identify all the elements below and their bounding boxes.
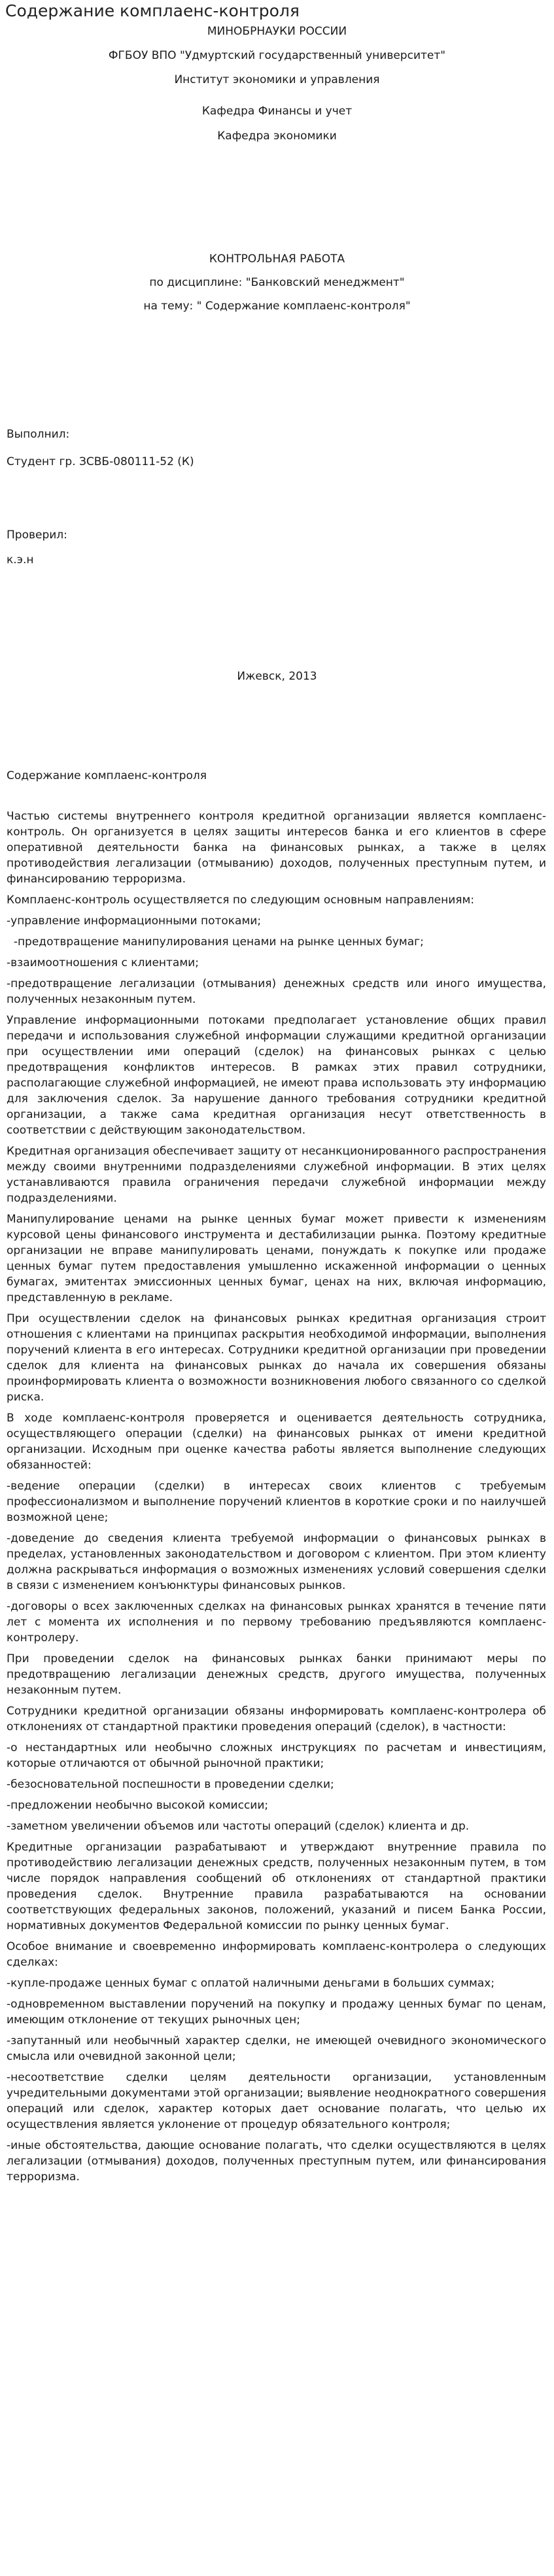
document-title: Содержание комплаенс-контроля [5,1,300,20]
ministry-line: МИНОБРНАУКИ РОССИИ [207,25,347,38]
paragraph: Управление информационными потоками предполагает установление общих правил передачи и использования служебной информации служащими кредитной организации при осуществлении ими операций (сделок) на финансовых рынках с целью предотвращения конфликтов интересов. В рамках этих правил сотрудники, располагающие служебной информацией, не имеют права использовать эту информацию для заключения сделок. За нарушение данного требования сотрудники кредитной организации, а также сама кредитная организация несут ответственность в соответствии с действующим законодательством. [7,1014,546,1137]
reviewer-label: Проверил: [7,529,67,542]
university-line: ФГБОУ ВПО "Удмуртский государственный университет" [108,49,446,62]
list-item: -договоры о всех заключенных сделках на финансовых рынках хранятся в течение пяти лет с момента их исполнения и по первому требованию предъявляются комплаенс-контролеру. [7,1600,546,1645]
paragraph: При проведении сделок на финансовых рынках банки принимают меры по предотвращению легализации денежных средств, другого имущества, полученных незаконным путем. [7,1652,546,1697]
list-item: -взаимоотношения с клиентами; [7,956,199,969]
institute-line: Институт экономики и управления [174,73,380,86]
author-student: Студент гр. ЗСВБ-080111-52 (К) [7,455,194,468]
list-item: -ведение операции (сделки) в интересах своих клиентов с требуемым профессионализмом и выполнение поручений клиентов в короткие сроки и по наилучшей возможной цене; [7,1480,546,1524]
list-item: -предотвращение манипулирования ценами на рынке ценных бумаг; [7,935,424,949]
list-item: -управление информационными потоками; [7,914,262,928]
list-item: -иные обстоятельства, дающие основание полагать, что сделки осуществляются в целях легализации (отмывания) доходов, полученных преступным путем, или финансирования терроризма. [7,2139,546,2184]
reviewer-degree: к.э.н [7,553,34,566]
work-topic: на тему: " Содержание комплаенс-контроля" [143,300,411,313]
work-discipline: по дисциплине: "Банковский менеджмент" [149,276,405,289]
list-item: -заметном увеличении объемов или частоты операций (сделок) клиента и др. [7,1820,470,1833]
paragraph: Комплаенс-контроль осуществляется по следующим основным направлениям: [7,894,475,907]
paragraph: При осуществлении сделок на финансовых рынках кредитная организация строит отношения с клиентами на принципах раскрытия необходимой информации, выполнения поручений клиента в его интересах. Сотрудники кредитной организации при проведении сделок для клиента на финансовых рынках до начала их совершения обязаны проинформировать клиента о возможности возникновения любого связанного со сделкой риска. [7,1312,546,1404]
list-item: -предотвращение легализации (отмывания) денежных средств или иного имущества, полученных незаконным путем. [7,977,546,1006]
work-type: КОНТРОЛЬНАЯ РАБОТА [209,252,345,266]
paragraph: Особое внимание и своевременно информировать комплаенс-контролера о следующих сделках: [7,1940,546,1969]
paragraph: Кредитная организация обеспечивает защиту от несанкционированного распространения между своими внутренними подразделениями служебной информации. В этих целях устанавливаются правила ограничения передачи служебной информации между подразделениями. [7,1145,546,1205]
list-item: -запутанный или необычный характер сделки, не имеющей очевидного экономического смысла или очевидной законной цели; [7,2034,546,2063]
list-item: -о нестандартных или необычно сложных инструкциях по расчетам и инвестициям, которые отличаются от обычной рыночной практики; [7,1741,546,1770]
body-text [7,809,546,2190]
department-line-1: Кафедра Финансы и учет [201,105,353,118]
section-title: Содержание комплаенс-контроля [7,769,207,782]
list-item: -купле-продаже ценных бумаг с оплатой наличными деньгами в больших суммах; [7,1977,495,1990]
list-item: -несоответствие сделки целям деятельности организации, установленным учредительными документами этой организации; выявление неоднократного совершения операций или сделок, характер которых дает основание полагать, что целью их осуществления является уклонение от процедур обязательного контроля; [7,2071,546,2131]
list-item: -безосновательной поспешности в проведении сделки; [7,1778,334,1791]
list-item: -одновременном выставлении поручений на покупку и продажу ценных бумаг по ценам, имеющим отклонение от текущих рыночных цен; [7,1998,546,2027]
paragraph: Частью системы внутреннего контроля кредитной организации является комплаенс-контроль. Он организуется в целях защиты интересов банка и его клиентов в сфере оперативной деятельности банка на финансовых рынках, а также в целях противодействия легализации (отмыванию) доходов, полученных преступным путем, и финансированию терроризма. [7,810,546,886]
paragraph: Кредитные организации разрабатывают и утверждают внутренние правила по противодействию легализации денежных средств, полученных незаконным путем, в том числе порядок направления сообщений об отклонениях от стандартной практики проведения сделок. Внутренние правила разрабатываются на основании соответствующих федеральных законов, положений, указаний и писем Банка России, нормативных документов Федеральной комиссии по рынку ценных бумаг. [7,1841,546,1932]
list-item: -доведение до сведения клиента требуемой информации о финансовых рынках в пределах, установленных законодательством и договором с клиентом. При этом клиенту должна раскрываться информация о возможных изменениях условий совершения сделки в связи с изменением конъюнктуры финансовых рынков. [7,1532,546,1592]
city-year: Ижевск, 2013 [237,670,317,683]
paragraph: Сотрудники кредитной организации обязаны информировать комплаенс-контролера об отклонениях от стандартной практики проведения операций (сделок), в частности: [7,1705,546,1733]
paragraph: Манипулирование ценами на рынке ценных бумаг может привести к изменениям курсовой цены финансового инструмента и дестабилизации рынка. Поэтому кредитные организации не вправе манипулировать ценами, понуждать к покупке или продаже ценных бумаг путем предоставления умышленно искаженной информации о ценных бумагах, эмитентах эмиссионных ценных бумаг, ценах на них, включая информацию, представленную в рекламе. [7,1213,546,1304]
author-label: Выполнил: [7,428,70,441]
list-item: -предложении необычно высокой комиссии; [7,1799,269,1812]
paragraph: В ходе комплаенс-контроля проверяется и оценивается деятельность сотрудника, осуществляющего операции (сделки) на финансовых рынках от имени кредитной организации. Исходным при оценке качества работы является выполнение следующих обязанностей: [7,1412,546,1472]
department-line-2: Кафедра экономики [217,130,337,143]
